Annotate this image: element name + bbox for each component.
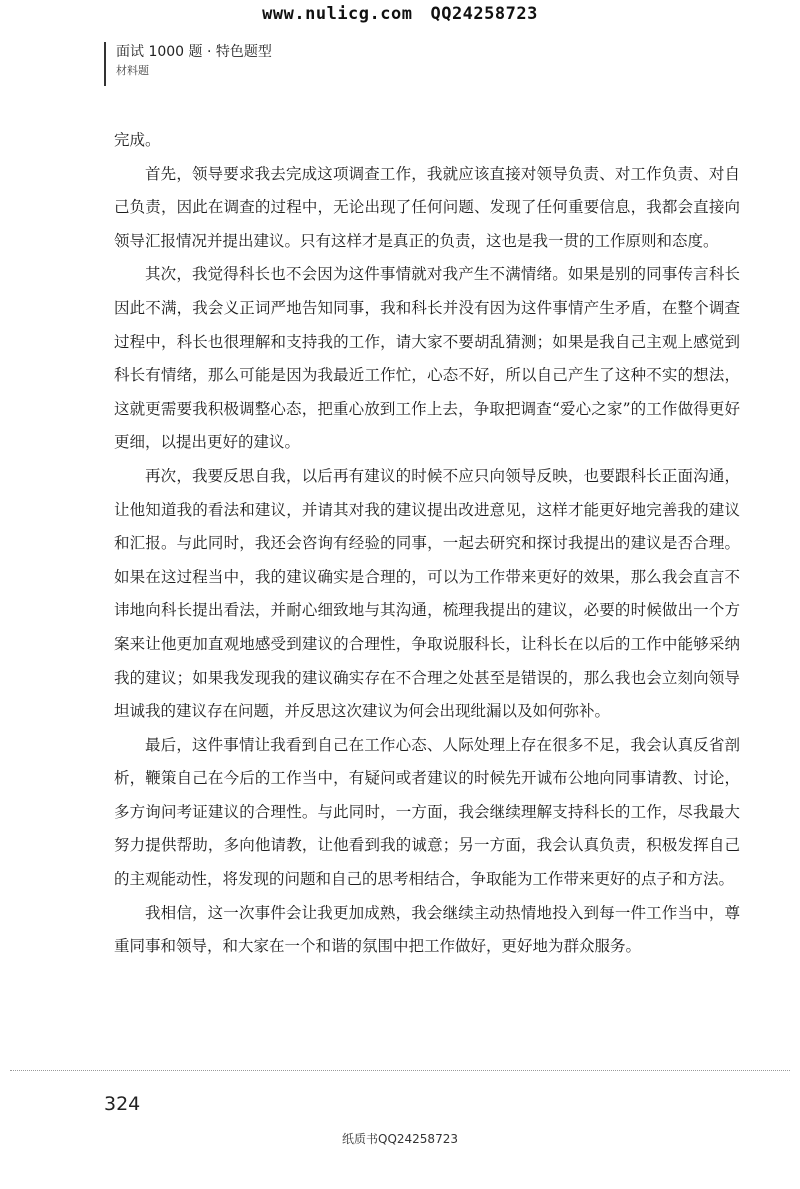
body-text xyxy=(114,124,740,964)
paragraph-conclusion: 我相信，这一次事件会让我更加成熟，我会继续主动热情地投入到每一件工作当中，尊重同事和领导，和大家在一个和谐的氛围中把工作做好，更好地为群众服务。 xyxy=(114,903,740,956)
page-number: 324 xyxy=(104,1093,141,1115)
top-watermark-banner xyxy=(0,4,800,24)
banner-qq: QQ24258723 xyxy=(430,4,538,24)
banner-site: www.nulicg.com xyxy=(262,4,413,24)
running-head-subtitle: 材料题 xyxy=(116,64,149,77)
paragraph-first: 首先，领导要求我去完成这项调查工作，我就应该直接对领导负责、对工作负责、对自己负责，因此在调查的过程中，无论出现了任何问题、发现了任何重要信息，我都会直接向领导汇报情况并提出建议。只有这样才是真正的负责，这也是我一贯的工作原则和态度。 xyxy=(114,164,740,250)
running-head-title: 面试 1000 题 · 特色题型 xyxy=(116,44,272,60)
paragraph-second: 其次，我觉得科长也不会因为这件事情就对我产生不满情绪。如果是别的同事传言科长因此不满，我会义正词严地告知同事，我和科长并没有因为这件事情产生矛盾，在整个调查过程中，科长也很理解和支持我的工作，请大家不要胡乱猜测；如果是我自己主观上感觉到科长有情绪，那么可能是因为我最近工作忙，心态不好，所以自己产生了这种不实的想法，这就更需要我积极调整心态，把重心放到工作上去，争取把调查“爱心之家”的工作做得更好更细，以提出更好的建议。 xyxy=(114,265,740,452)
bottom-watermark: 纸质书QQ24258723 xyxy=(342,1132,458,1146)
paragraph-third: 再次，我要反思自我，以后再有建议的时候不应只向领导反映，也要跟科长正面沟通，让他知道我的看法和建议，并请其对我的建议提出改进意见，这样才能更好地完善我的建议和汇报。与此同时，我还会咨询有经验的同事，一起去研究和探讨我提出的建议是否合理。如果在这过程当中，我的建议确实是合理的，可以为工作带来更好的效果，那么我会直言不讳地向科长提出看法，并耐心细致地与其沟通，梳理我提出的建议，必要的时候做出一个方案来让他更加直观地感受到建议的合理性，争取说服科长，让科长在以后的工作中能够采纳我的建议；如果我发现我的建议确实存在不合理之处甚至是错误的，那么我也会立刻向领导坦诚我的建议存在问题，并反思这次建议为何会出现纰漏以及如何弥补。 xyxy=(114,466,740,721)
paragraph-last: 最后，这件事情让我看到自己在工作心态、人际处理上存在很多不足，我会认真反省剖析，鞭策自己在今后的工作当中，有疑问或者建议的时候先开诚布公地向同事请教、讨论，多方询问考证建议的合理性。与此同时，一方面，我会继续理解支持科长的工作，尽我最大努力提供帮助，多向他请教，让他看到我的诚意；另一方面，我会认真负责，积极发挥自己的主观能动性，将发现的问题和自己的思考相结合，争取能为工作带来更好的点子和方法。 xyxy=(114,735,740,889)
footer-divider xyxy=(10,1070,790,1071)
running-head xyxy=(104,42,272,86)
paragraph-continuation: 完成。 xyxy=(114,131,161,149)
